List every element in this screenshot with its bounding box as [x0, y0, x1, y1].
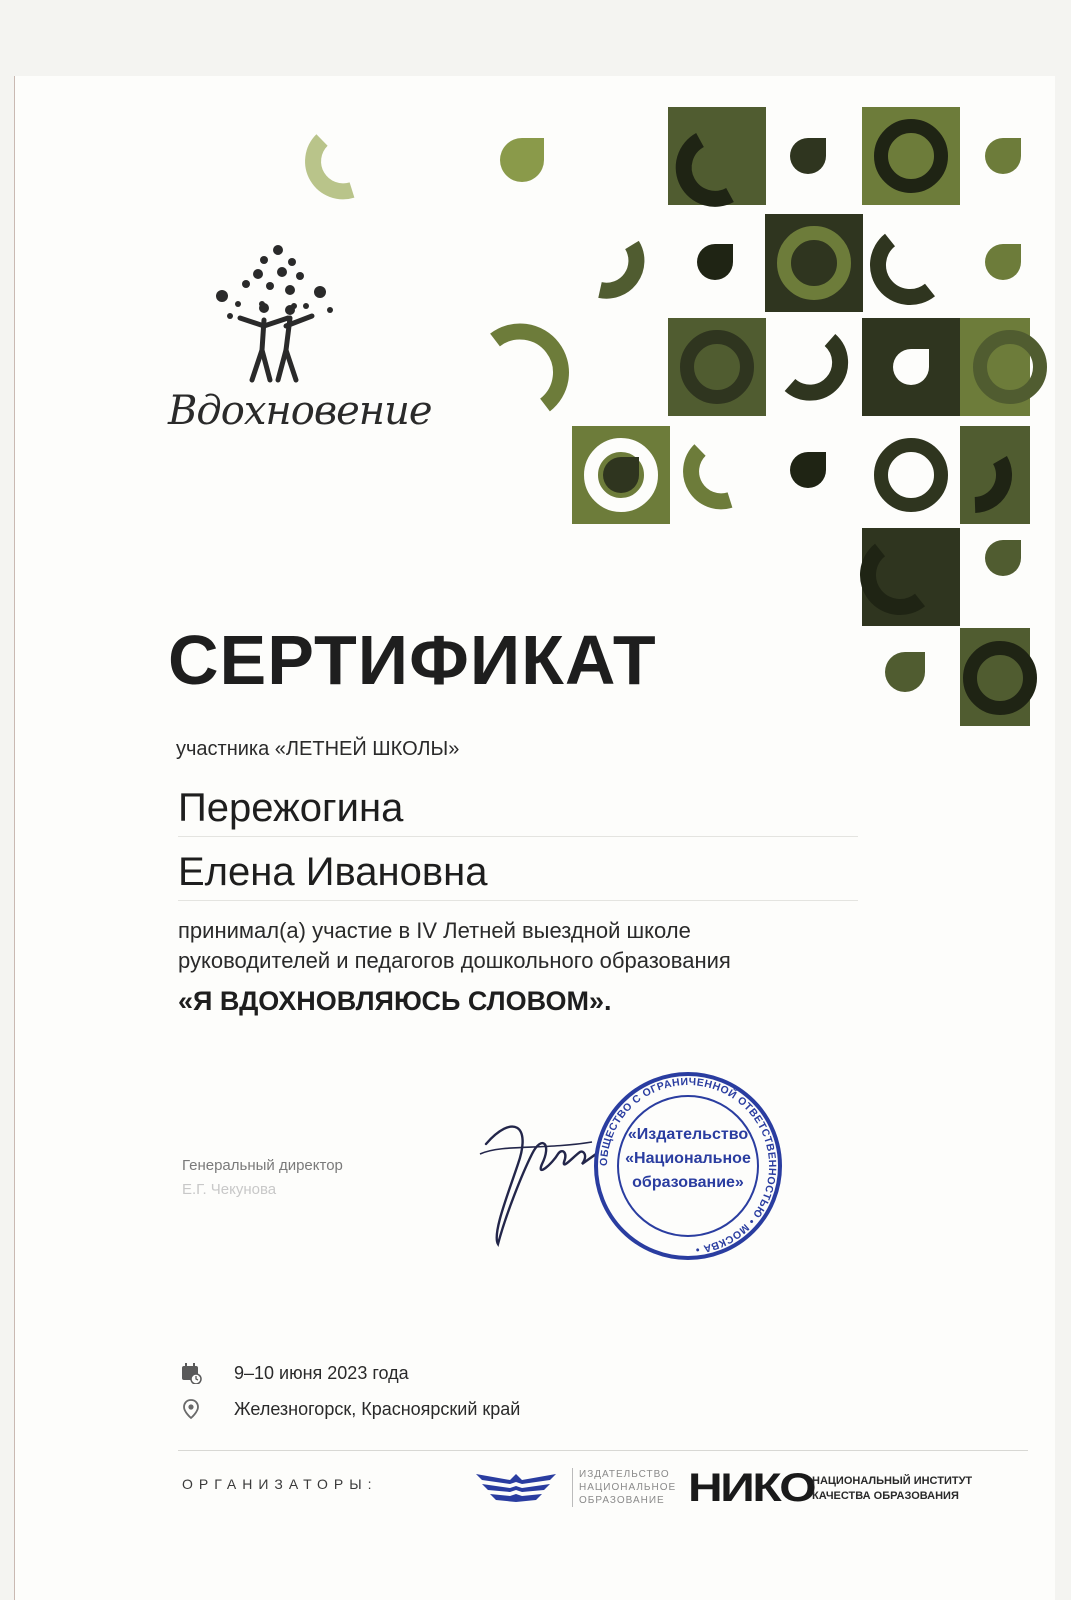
event-dates [180, 1362, 409, 1384]
certificate-subtitle: участника «ЛЕТНЕЙ ШКОЛЫ» [176, 738, 460, 760]
pattern-rings [591, 126, 1040, 708]
logo-wordmark: Вдохновение [168, 388, 432, 434]
event-title: «Я ВДОХНОВЛЯЮСЬ СЛОВОМ». [178, 986, 612, 1016]
map-pin-icon [180, 1398, 202, 1420]
participant-given-names: Елена Ивановна [178, 850, 488, 894]
stamp-line-3: образование» [632, 1174, 744, 1191]
event-location [180, 1398, 520, 1420]
name-underline [178, 836, 858, 837]
description-line-1: принимал(а) участие в IV Летней выездной школе [178, 918, 691, 943]
publisher-wings-logo-icon [470, 1466, 560, 1506]
participant-surname: Пережогина [178, 786, 404, 830]
stamp-ring-text: ОБЩЕСТВО С ОГРАНИЧЕННОЙ ОТВЕТСТВЕННОСТЬЮ • МОСКВА • [597, 1075, 779, 1256]
stamp-line-2: «Национальное [625, 1150, 751, 1167]
event-dates-text: 9–10 июня 2023 года [234, 1362, 409, 1383]
signatory-position: Генеральный директор [182, 1157, 343, 1174]
name-underline [178, 900, 858, 901]
handwritten-signature [472, 1104, 602, 1254]
description-line-2: руководителей и педагогов дошкольного образования [178, 948, 731, 973]
signatory-block [182, 1154, 343, 1202]
inspiration-tree-logo-icon [160, 240, 410, 470]
certificate-title: СЕРТИФИКАТ [168, 621, 657, 699]
event-location-text: Железногорск, Красноярский край [234, 1398, 521, 1419]
niko-logo: НИКО [688, 1466, 815, 1510]
publisher-name: ИЗДАТЕЛЬСТВО НАЦИОНАЛЬНОЕ ОБРАЗОВАНИЕ [572, 1468, 676, 1507]
footer-divider [178, 1450, 1028, 1451]
organizers-label: ОРГАНИЗАТОРЫ: [182, 1476, 378, 1492]
stamp-line-1: «Издательство [627, 1126, 749, 1143]
signatory-name: Е.Г. Чекунова [182, 1181, 277, 1198]
calendar-icon [180, 1362, 202, 1384]
niko-full-name: НАЦИОНАЛЬНЫЙ ИНСТИТУТ КАЧЕСТВА ОБРАЗОВАНИЯ [812, 1475, 973, 1502]
